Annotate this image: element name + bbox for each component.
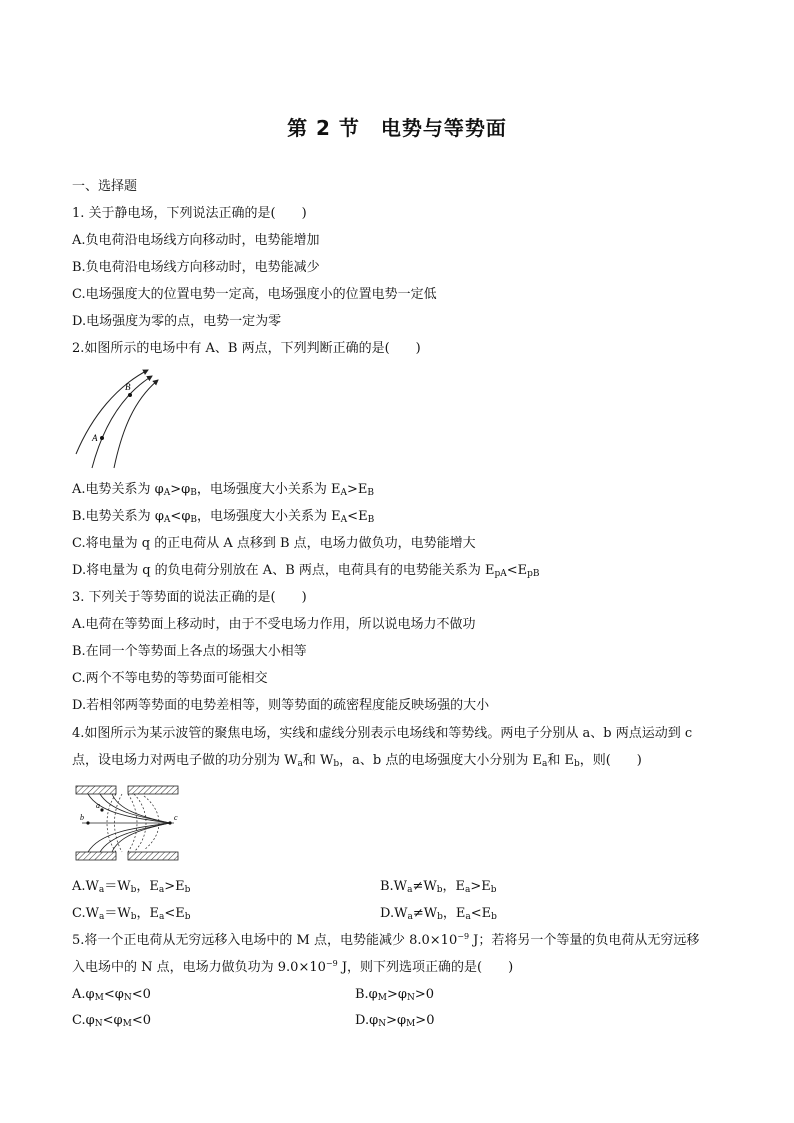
q3-option-c: C.两个不等电势的等势面可能相交 — [72, 671, 268, 686]
q4-focusing-field-figure — [74, 784, 184, 862]
q2-label-b: B — [125, 382, 131, 392]
q2-point-b — [128, 393, 132, 397]
q2-field-line-3 — [114, 380, 158, 468]
page-title: 第 2 节 电势与等势面 — [287, 116, 507, 140]
q2-option-d: D.将电量为 q 的负电荷分别放在 A、B 两点，电荷具有的电势能关系为 $E_{pA}<E_{pB}$ — [72, 563, 540, 579]
q4-label-c: c — [174, 813, 178, 822]
q5-option-d: $D.\varphi_N>\varphi_M>0$ — [355, 1013, 435, 1029]
q4-point-c — [168, 821, 171, 824]
q2-label-a: A — [92, 433, 98, 443]
q4-electrode-top-left — [76, 786, 116, 794]
q4-option-d: $D.W_a\ne W_b$，$E_a<E_b$ — [380, 906, 497, 922]
q4-electrode-bottom-right — [128, 852, 178, 860]
q4-field-line-1 — [88, 794, 170, 823]
q1-option-c: C.电场强度大的位置电势一定高，电场强度小的位置电势一定低 — [72, 287, 437, 302]
q2-option-a: A.电势关系为 $\varphi_A>\varphi_B$，电场强度大小关系为 $E_A>E_B$ — [72, 482, 375, 498]
q3-stem: 3. 下列关于等势面的说法正确的是( ) — [72, 590, 307, 605]
q2-stem: 2.如图所示的电场中有 A、B 两点，下列判断正确的是( ) — [72, 341, 421, 356]
q5-option-b: $B.\varphi_M>\varphi_N>0$ — [355, 987, 435, 1003]
q1-stem: 1. 关于静电场，下列说法正确的是( ) — [72, 206, 307, 221]
q5-option-a: $A.\varphi_M<\varphi_N<0$ — [72, 987, 151, 1003]
q1-option-a: A.负电荷沿电场线方向移动时，电势能增加 — [72, 233, 320, 248]
q4-field-line-4 — [88, 823, 170, 852]
q2-field-line-1 — [76, 370, 148, 454]
q5-stem-line1: 5.将一个正电荷从无穷远移入电场中的 M 点，电势能减少 $8.0\times 10^{-9}$ J；若将另一个等量的负电荷从无穷远移 — [72, 932, 700, 948]
q4-option-b: $B.W_a\ne W_b$，$E_a>E_b$ — [380, 879, 497, 895]
q4-option-c: $C.W_a=W_b$，$E_a<E_b$ — [72, 906, 191, 922]
q5-option-c: $C.\varphi_N<\varphi_M<0$ — [72, 1013, 151, 1029]
q4-stem-line2: 点，设电场力对两电子做的功分别为 $W_a$和 $W_b$，a、b 点的电场强度大小分别为 $E_a$和 $E_b$，则( ) — [72, 753, 642, 769]
q4-electrode-bottom-left — [76, 852, 116, 860]
q4-electrode-top-right — [128, 786, 178, 794]
q3-option-d: D.若相邻两等势面的电势差相等，则等势面的疏密程度能反映场强的大小 — [72, 698, 490, 713]
q4-stem-line1: 4.如图所示为某示波管的聚焦电场，实线和虚线分别表示电场线和等势线。两电子分别从 a、b 两点运动到 c — [72, 726, 693, 741]
q4-label-a: a — [96, 801, 100, 810]
section-heading: 一、选择题 — [72, 179, 138, 194]
q4-point-a — [100, 808, 103, 811]
q3-option-a: A.电荷在等势面上移动时，由于不受电场力作用，所以说电场力不做功 — [72, 617, 476, 632]
q4-option-a: $A.W_a=W_b$，$E_a>E_b$ — [72, 879, 191, 895]
q5-stem-line2: 入电场中的 N 点，电场力做负功为 $9.0\times 10^{-9}$ J，则下列选项正确的是( ) — [72, 959, 514, 975]
q2-option-b: B.电势关系为 $\varphi_A<\varphi_B$，电场强度大小关系为 $E_A<E_B$ — [72, 509, 375, 525]
q2-point-a — [100, 436, 104, 440]
q3-option-b: B.在同一个等势面上各点的场强大小相等 — [72, 644, 307, 659]
q2-option-c: C.将电量为 q 的正电荷从 A 点移到 B 点，电场力做负功，电势能增大 — [72, 536, 476, 551]
q1-option-b: B.负电荷沿电场线方向移动时，电势能减少 — [72, 260, 320, 275]
q2-field-line-figure — [72, 368, 162, 472]
q2-field-line-2 — [92, 376, 152, 468]
q4-point-b — [86, 821, 89, 824]
q1-option-d: D.电场强度为零的点，电势一定为零 — [72, 314, 282, 329]
q4-label-b: b — [80, 813, 84, 822]
